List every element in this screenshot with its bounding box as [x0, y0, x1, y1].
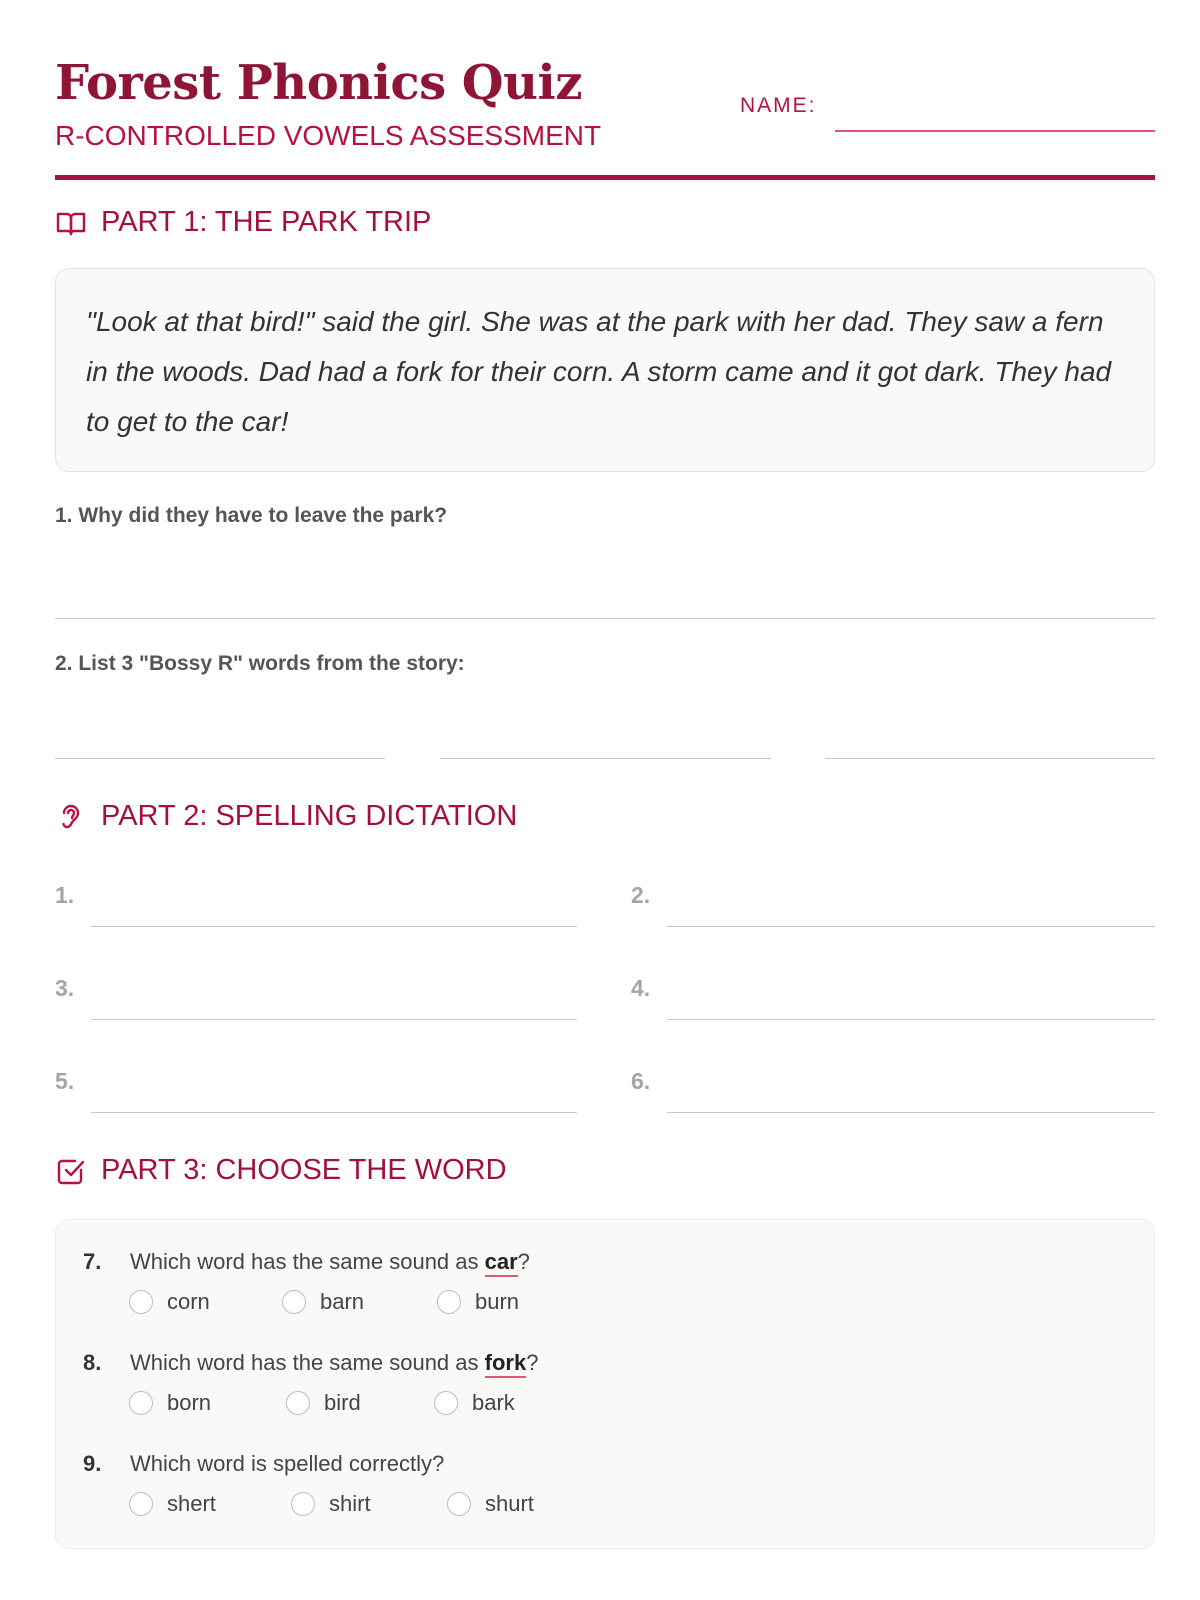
part1-heading	[55, 206, 431, 239]
dictation-number: 6.	[631, 1068, 651, 1094]
dictation-line-6[interactable]	[667, 1112, 1155, 1113]
radio-button[interactable]	[129, 1492, 153, 1516]
part2-heading	[55, 800, 517, 833]
option-burn[interactable]: burn	[437, 1289, 519, 1315]
answer-line-2b[interactable]	[440, 758, 771, 759]
radio-button[interactable]	[129, 1391, 153, 1415]
question-text: Which word is spelled correctly?	[130, 1451, 445, 1476]
choose-panel	[55, 1219, 1155, 1549]
dictation-number: 5.	[55, 1068, 75, 1094]
part1-title: PART 1: THE PARK TRIP	[101, 206, 432, 238]
page-subtitle: R-CONTROLLED VOWELS ASSESSMENT	[55, 120, 602, 151]
part3-heading	[55, 1154, 507, 1187]
answer-line-2c[interactable]	[825, 758, 1155, 759]
name-field[interactable]	[835, 130, 1155, 132]
dictation-line-2[interactable]	[667, 926, 1155, 927]
header-divider	[55, 175, 1155, 180]
part3-title: PART 3: CHOOSE THE WORD	[101, 1154, 507, 1186]
name-label: NAME:	[740, 94, 817, 117]
part2-title: PART 2: SPELLING DICTATION	[101, 800, 518, 832]
option-bark[interactable]: bark	[434, 1390, 515, 1416]
question-number: 8.	[83, 1350, 102, 1375]
dictation-line-4[interactable]	[667, 1019, 1155, 1020]
question-2: 2. List 3 "Bossy R" words from the story:	[55, 652, 465, 675]
radio-button[interactable]	[437, 1290, 461, 1314]
dictation-number: 1.	[55, 882, 75, 908]
question-text: Which word has the same sound as fork?	[130, 1350, 538, 1376]
answer-line-2a[interactable]	[55, 758, 385, 759]
radio-button[interactable]	[286, 1391, 310, 1415]
book-icon	[55, 207, 87, 239]
page-title: Forest Phonics Quiz	[55, 55, 583, 111]
dictation-line-5[interactable]	[91, 1112, 577, 1113]
option-corn[interactable]: corn	[129, 1289, 210, 1315]
radio-button[interactable]	[447, 1492, 471, 1516]
option-shirt[interactable]: shirt	[291, 1491, 371, 1517]
radio-button[interactable]	[129, 1290, 153, 1314]
dictation-number: 4.	[631, 975, 651, 1001]
option-bird[interactable]: bird	[286, 1390, 361, 1416]
dictation-line-3[interactable]	[91, 1019, 577, 1020]
radio-button[interactable]	[282, 1290, 306, 1314]
dictation-number: 2.	[631, 882, 651, 908]
option-born[interactable]: born	[129, 1390, 211, 1416]
story-passage: "Look at that bird!" said the girl. She was at the park with her dad. They saw a fern in the woods. Dad had a fork for their corn. A storm came and it got dark. They had to get to the car!	[55, 268, 1155, 472]
target-word: car	[485, 1249, 518, 1277]
quiz-page	[55, 0, 1155, 1600]
option-barn[interactable]: barn	[282, 1289, 364, 1315]
answer-line-1[interactable]	[55, 618, 1155, 619]
ear-icon	[55, 801, 87, 833]
question-number: 9.	[83, 1451, 102, 1476]
question-text: Which word has the same sound as car?	[130, 1249, 530, 1275]
radio-button[interactable]	[434, 1391, 458, 1415]
option-shert[interactable]: shert	[129, 1491, 216, 1517]
checkbox-icon	[55, 1155, 87, 1187]
radio-button[interactable]	[291, 1492, 315, 1516]
option-shurt[interactable]: shurt	[447, 1491, 534, 1517]
dictation-line-1[interactable]	[91, 926, 577, 927]
target-word: fork	[485, 1350, 527, 1378]
dictation-number: 3.	[55, 975, 75, 1001]
question-1: 1. Why did they have to leave the park?	[55, 504, 448, 527]
question-number: 7.	[83, 1249, 102, 1274]
